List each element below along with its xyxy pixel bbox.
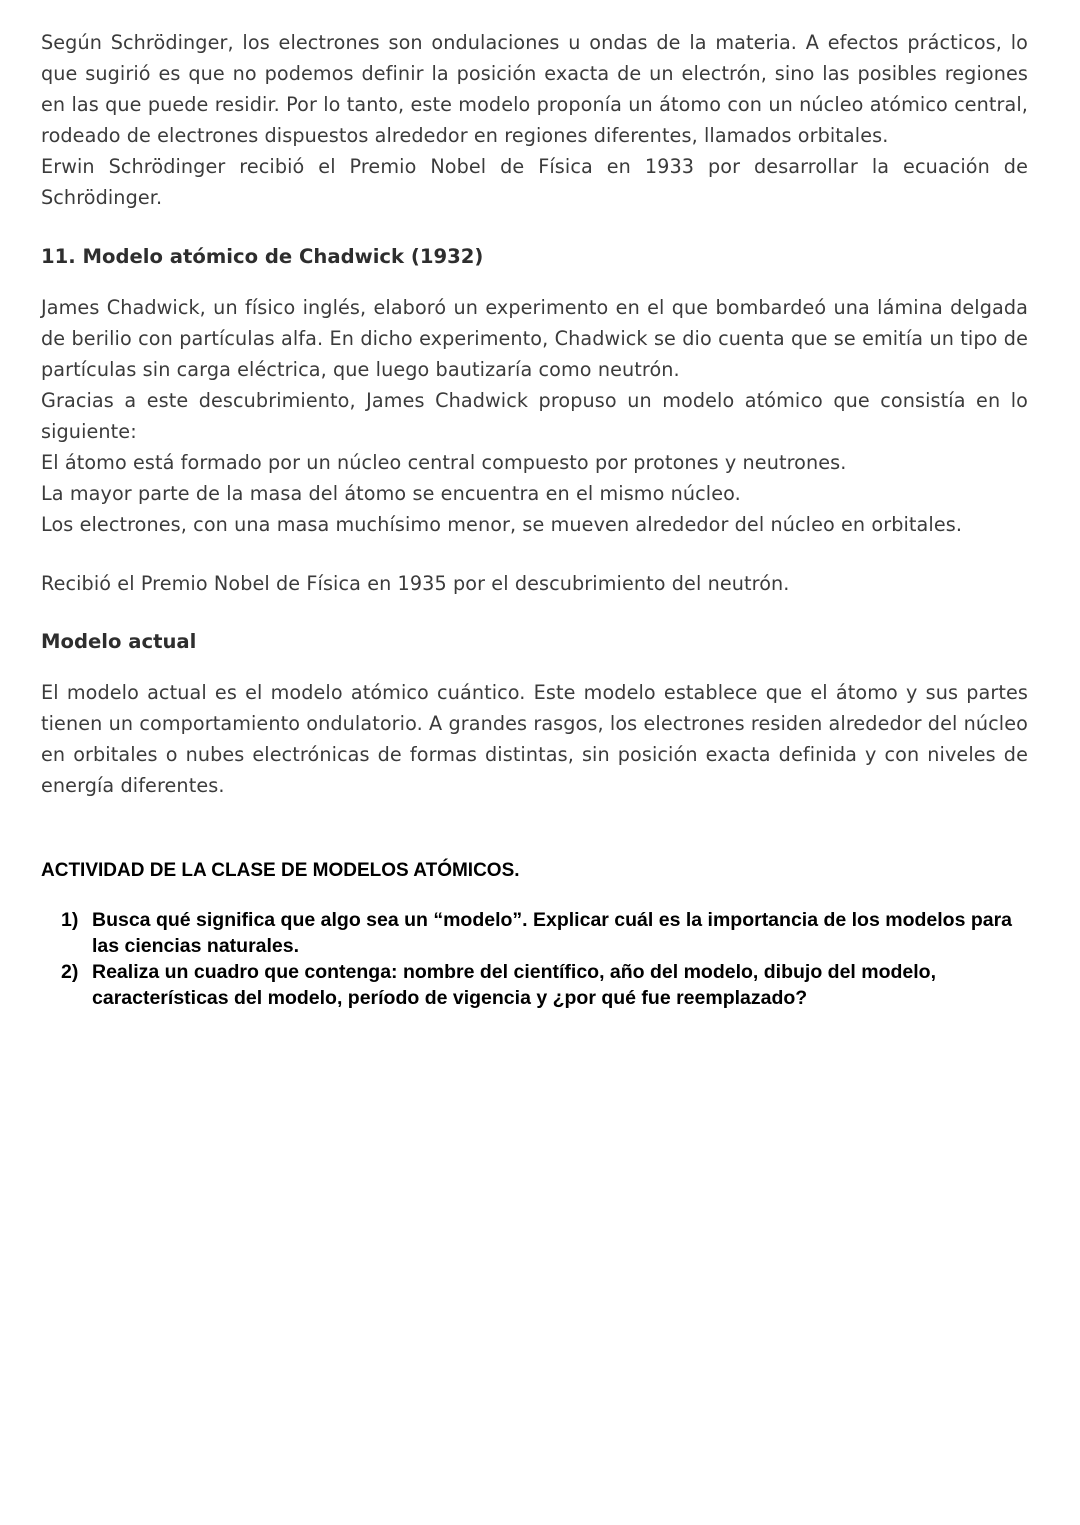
chadwick-paragraph-experiment: James Chadwick, un físico inglés, elaboró un experimento en el que bombardeó una lámina delgada de berilio con partículas alfa. En dicho experimento, Chadwick se dio cuenta que se emitía un tipo de partículas sin carga eléctrica, que luego bautizaría como neutrón. xyxy=(41,296,1028,381)
activity-list xyxy=(41,907,1028,1011)
schrodinger-nobel-paragraph: Erwin Schrödinger recibió el Premio Nobel de Física en 1933 por desarrollar la ecuación de Schrödinger. xyxy=(41,155,1028,209)
activity-item-text: Realiza un cuadro que contenga: nombre del científico, año del modelo, dibujo del modelo, características del modelo, período de vigencia y ¿por qué fue reemplazado? xyxy=(92,961,937,1009)
chadwick-point-nucleus: El átomo está formado por un núcleo central compuesto por protones y neutrones. xyxy=(41,451,847,474)
schrodinger-paragraph: Según Schrödinger, los electrones son ondulaciones u ondas de la materia. A efectos prácticos, lo que sugirió es que no podemos definir la posición exacta de un electrón, sino las posibles regiones en las que puede residir. Por lo tanto, este modelo proponía un átomo con un núcleo atómico central, rodeado de electrones dispuestos alrededor en regiones diferentes, llamados orbitales. xyxy=(41,31,1028,147)
document-page xyxy=(41,27,1028,1011)
activity-item-text: Busca qué significa que algo sea un “modelo”. Explicar cuál es la importancia de los modelos para las ciencias naturales. xyxy=(92,909,1013,957)
chadwick-point-electrons: Los electrones, con una masa muchísimo menor, se mueven alrededor del núcleo en orbitales. xyxy=(41,513,963,536)
activity-item-number: 2) xyxy=(61,961,79,983)
activity-item-1 xyxy=(41,907,1028,959)
activity-title: ACTIVIDAD DE LA CLASE DE MODELOS ATÓMICOS. xyxy=(41,860,520,881)
activity-item-number: 1) xyxy=(61,909,79,931)
chadwick-point-mass: La mayor parte de la masa del átomo se encuentra en el mismo núcleo. xyxy=(41,482,741,505)
activity-item-2 xyxy=(41,959,1028,1011)
modelo-actual-heading: Modelo actual xyxy=(41,630,197,653)
chadwick-paragraph-model: Gracias a este descubrimiento, James Chadwick propuso un modelo atómico que consistía en lo siguiente: xyxy=(41,389,1028,443)
chadwick-heading: 11. Modelo atómico de Chadwick (1932) xyxy=(41,245,484,268)
modelo-actual-paragraph: El modelo actual es el modelo atómico cuántico. Este modelo establece que el átomo y sus partes tienen un comportamiento ondulatorio. A grandes rasgos, los electrones residen alrededor del núcleo en orbitales o nubes electrónicas de formas distintas, sin posición exacta definida y con niveles de energía diferentes. xyxy=(41,681,1028,797)
chadwick-nobel-paragraph: Recibió el Premio Nobel de Física en 1935 por el descubrimiento del neutrón. xyxy=(41,572,790,595)
